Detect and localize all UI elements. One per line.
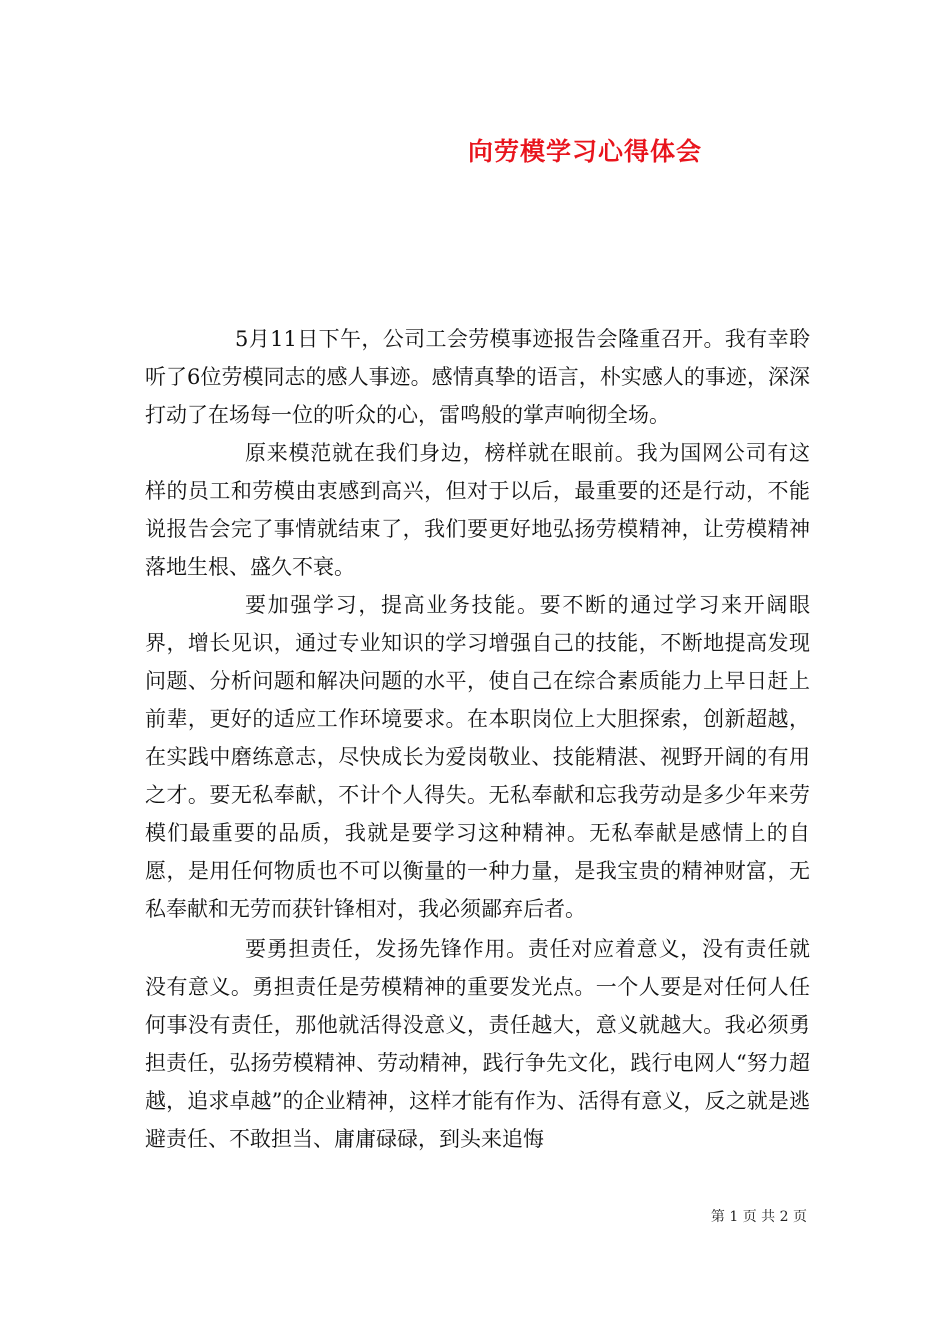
paragraph-2: 原来模范就在我们身边，榜样就在眼前。我为国网公司有这样的员工和劳模由衷感到高兴，但对于以后，最重要的还是行动，不能说报告会完了事情就结束了，我们要更好地弘扬劳模精神，让劳模精神落地生根、盛久不衰。 [145, 441, 810, 579]
document-title: 向劳模学习心得体会 [467, 137, 702, 166]
paragraph-1: 5月11日下午，公司工会劳模事迹报告会隆重召开。我有幸聆听了6位劳模同志的感人事迹。感情真挚的语言，朴实感人的事迹，深深打动了在场每一位的听众的心，雷鸣般的掌声响彻全场。 [145, 327, 810, 427]
document-body [145, 320, 810, 1158]
title-area [0, 0, 950, 200]
paragraph-4: 要勇担责任，发扬先锋作用。责任对应着意义，没有责任就没有意义。勇担责任是劳模精神的重要发光点。一个人要是对任何人任何事没有责任，那他就活得没意义，责任越大，意义就越大。我必须勇担责任，弘扬劳模精神、劳动精神，践行争先文化，践行电网人“努力超越，追求卓越”的企业精神，这样才能有作为、活得有意义，反之就是逃避责任、不敢担当、庸庸碌碌，到头来追悔 [145, 937, 810, 1151]
paragraph-3: 要加强学习，提高业务技能。要不断的通过学习来开阔眼界，增长见识，通过专业知识的学习增强自己的技能，不断地提高发现问题、分析问题和解决问题的水平，使自己在综合素质能力上早日赶上前辈，更好的适应工作环境要求。在本职岗位上大胆探索，创新超越，在实践中磨练意志，尽快成长为爱岗敬业、技能精湛、视野开阔的有用之才。要无私奉献，不计个人得失。无私奉献和忘我劳动是多少年来劳模们最重要的品质，我就是要学习这种精神。无私奉献是感情上的自愿，是用任何物质也不可以衡量的一种力量，是我宝贵的精神财富，无私奉献和无劳而获针锋相对，我必须鄙弃后者。 [145, 593, 810, 921]
page-footer: 第 1 页 共 2 页 [710, 1209, 807, 1225]
